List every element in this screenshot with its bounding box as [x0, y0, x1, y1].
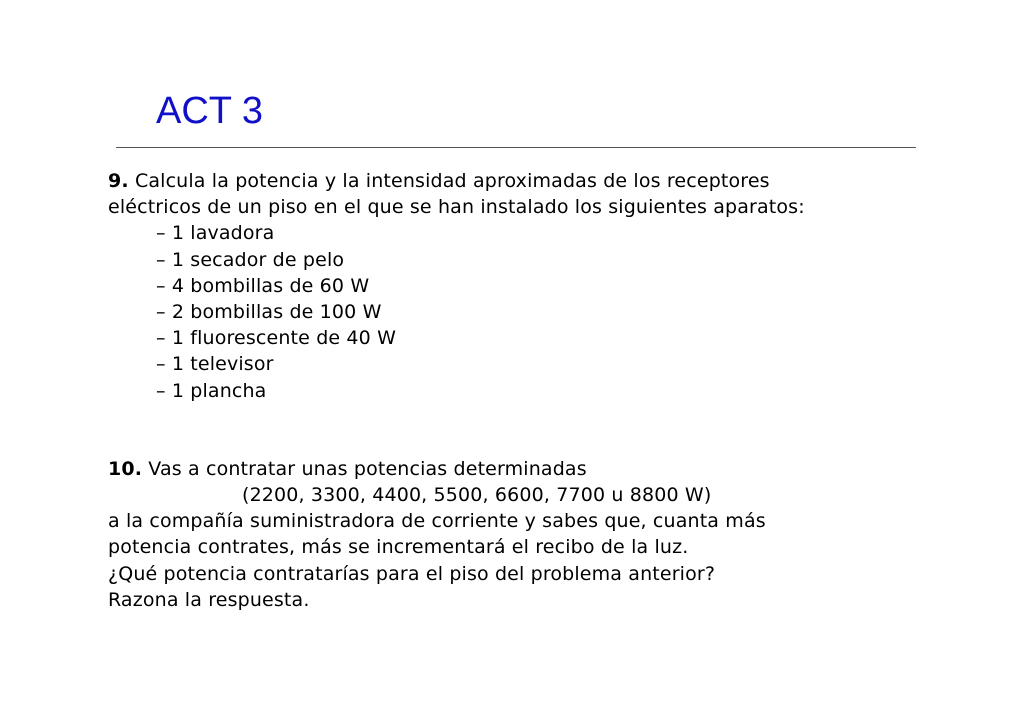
question-10-line-4: potencia contrates, más se incrementará el recibo de la luz. — [108, 536, 689, 559]
question-10-line-6: Razona la respuesta. — [108, 588, 310, 611]
question-9 — [108, 168, 928, 404]
question-9-line-2: eléctricos de un piso en el que se han instalado los siguientes aparatos: — [108, 196, 805, 219]
question-9-text-1: Calcula la potencia y la intensidad aproximadas de los receptores — [128, 170, 770, 192]
list-item: – 4 bombillas de 60 W — [156, 274, 370, 297]
list-item: – 1 fluorescente de 40 W — [156, 327, 397, 350]
question-9-line-1 — [108, 168, 928, 194]
list-item: – 2 bombillas de 100 W — [156, 301, 382, 324]
list-item: – 1 lavadora — [156, 222, 275, 245]
list-item: – 1 plancha — [156, 379, 267, 402]
list-item: – 1 televisor — [156, 353, 274, 376]
appliance-list — [108, 220, 928, 403]
slide-title: ACT 3 — [156, 90, 264, 132]
question-10-line-3: a la compañía suministradora de corriente y sabes que, cuanta más — [108, 510, 766, 533]
question-10-line-1 — [108, 456, 928, 482]
question-10 — [108, 456, 928, 613]
question-10-line-5: ¿Qué potencia contratarías para el piso del problema anterior? — [108, 562, 716, 585]
power-values: (2200, 3300, 4400, 5500, 6600, 7700 u 8800 W) — [242, 484, 712, 507]
question-10-text-1: Vas a contratar unas potencias determinadas — [142, 457, 587, 480]
question-10-number: 10. — [108, 457, 143, 480]
list-item: – 1 secador de pelo — [156, 248, 345, 271]
section-spacer — [108, 404, 928, 456]
question-9-number: 9. — [108, 170, 129, 192]
title-divider — [116, 147, 916, 148]
slide-body — [108, 168, 928, 613]
